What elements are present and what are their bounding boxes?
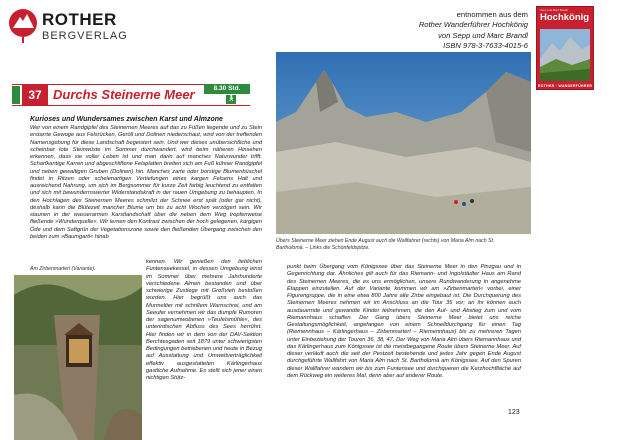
cover-footer: ROTHER · WANDERFÜHRER [537,84,593,88]
page-number: 123 [508,409,520,416]
cover-authors: Sepp und Marc Brandl [540,8,568,12]
rother-logo-icon [8,8,38,44]
zirbenmarterl-photo [14,275,142,440]
route-tab-marker [12,86,20,104]
cover-photo [540,29,590,81]
hiker-icon: 🚶︎ [227,96,235,102]
publisher-sub: BERGVERLAG [42,30,128,42]
route-header [12,84,250,106]
intro-text: Wer von einem Randgipfel des Steinernen Meeres auf das zu Füßen liegende und zu Stein erstarrte Gewoge aus Felsrücken, Geröll und Dolinen niederschaut, wird von der treffenden Namensgebung für diese Landschaft begeistert sein. Und wer dieses unübersichtliche und scheinbar tote Steinwüste im Sommer durchwandert, wird beim näheren Hinsehen erkennen, dass sie voller Leben ist und man darin auf manches Naturwunder trifft. Scharfkantige Karren und abgeschliffene Felsplatten breiten sich am Fuß kühner Randgipfel und neben gewaltigen Gruben (Dolinen) hin. Manches zarte oder borstige Blumenbüschel findet in Ritzen oder schelenartigen Vertiefungen eines kargen Felsens Halt und ausreichend Nahrung, um sich im Bergsommer für kurze Zeit farbig leuchtend zu entfalten und sich mit bewundernswerter Widerstandskraft in der rauen Umgebung zu behaupten. In den Hochlagen des Steinernen Meeres schmilzt der Schnee erst spät (oder gar nicht), deshalb kann die Blütezeit mancher Blume um bis zu acht Wochen verzögert sein. Wir staunen in der wasserarmen Karstlandschaft über die neben dem Weg tropfenweise fließende »Wunderquelle«. Wir lernen den Kontrast zwischen der hoch gelegenen, kargigen Öde und dem Saftgrün der Vegetationszone sowie den fließenden Übergang zwischen den beiden zum »Baumgarti« hinab [30,125,262,240]
cover-header [537,7,593,27]
route-lead: Kurioses und Wundersames zwischen Karst und Almzone [30,116,223,123]
steinernes-meer-photo [276,52,531,234]
source-isbn: ISBN 978-3-7633-4015-6 [443,41,528,51]
publisher-name: ROTHER [42,10,117,29]
text-column-right: punkt beim Übergang vom Königssee über das Steinerne Meer in den Pinzgau und in Gegenrichtung dar. Ähnliches gilt auch für das Riemann- und Ingolstädter Haus am Rand des Steinernen Meeres, die es uns ermöglichen, unsere Rundwanderung in angenehme Etappen einzuteilen. Auf der Variante kommen wir am »Zirbenmarterl« vorbei, einer Figurengruppe, die in eine etwa 800 Jahre alte Zirbe eingebaut ist. Die Durchquerung des Steinernen Meeres nehmen wir im Anschluss an die Tour 35 vor; an ihr können auch ausdauernde und gewandte Kinder teilnehmen, die den Auf- und Abstieg zum und vom Riemannhaus schaffen. Der Gang übers Steinerne Meer bietet uns reiche Gestaltungsmöglichkeit, angefangen von einem Schnelldurchgang für einen Tag (Riemennhaus – Kärlingerhaus – Zirbenmarterl – Riemennhaus) bis zu mehreren Tagen unter Einbeziehung der Touren 36, 38, 47. Der Weg von Maria Alm übers Riemannhaus und das Kärlingerhaus zum Königssee ist die meistbegangene Route übers Steinerne Meer. Auf dieser verläuft auch die seit der Pestzeit bestehende und jedes Jahr gegen Ende August durchgeführte Wallfahrt von Maria Alm nach St. Bartholomä am Königssee. Auf den Spuren dieser Wallfahrer wandern wir bis zum Funtensee und durchqueren die Kerzhochflläche auf dem Rückweg ein weiteres Mal, denn aber auf anderer Route. [287,264,521,379]
route-number: 37 [22,85,48,105]
text-column-left: kennen. Wir genießen den lieblichen Funtenseekessel, in dessen Umgebung einst im Sommer über mehrere Jahrhunderte verschiedene Almen bestanden und über schwierige Zustiege mit Großvieh bestoßen wurden. Hier begrüßt uns auch das Murmeltier mit schrillem Warnschrei, und am Seeufer vernehmen wir das dumpfe Rumoren der sagenumwobenen »Teufelsmühle«, des unterirdischen Abfluss des Sees herrührt. Hier finden wir in dem von der DAV-Sektion Berchtesgaden seit 1879 unter schwierigsten Bedingungen betriebenen und heute in Bezug auf Ausstattung und Umweltverträglichkeit effektiv ausgestatteten Kärlingerhaus gastliche Aufnahme. Es stellt sich jener einen nichtigen Stütz- [146,259,262,381]
book-cover [536,6,594,90]
cover-title: Hochkönig [540,12,590,23]
source-line-2: Rother Wanderführer Hochkönig [418,20,528,30]
route-title: Durchs Steinerne Meer [53,87,195,102]
mountain-photo-caption: Übers Steinerne Meer ziehen Ende August auch die Wallfahrer (rechts) von Maria Alm nach St. Bartholomä. – Links die Schönfeldspitze. [276,238,495,251]
route-time-badge: 8.30 Std. [204,84,250,94]
source-line-1: entnommen aus dem [456,10,528,19]
source-note [328,10,528,52]
tree-photo-caption: Am Zirbenmarterl (Variante). [30,266,96,272]
source-line-3: von Sepp und Marc Brandl [438,30,528,40]
